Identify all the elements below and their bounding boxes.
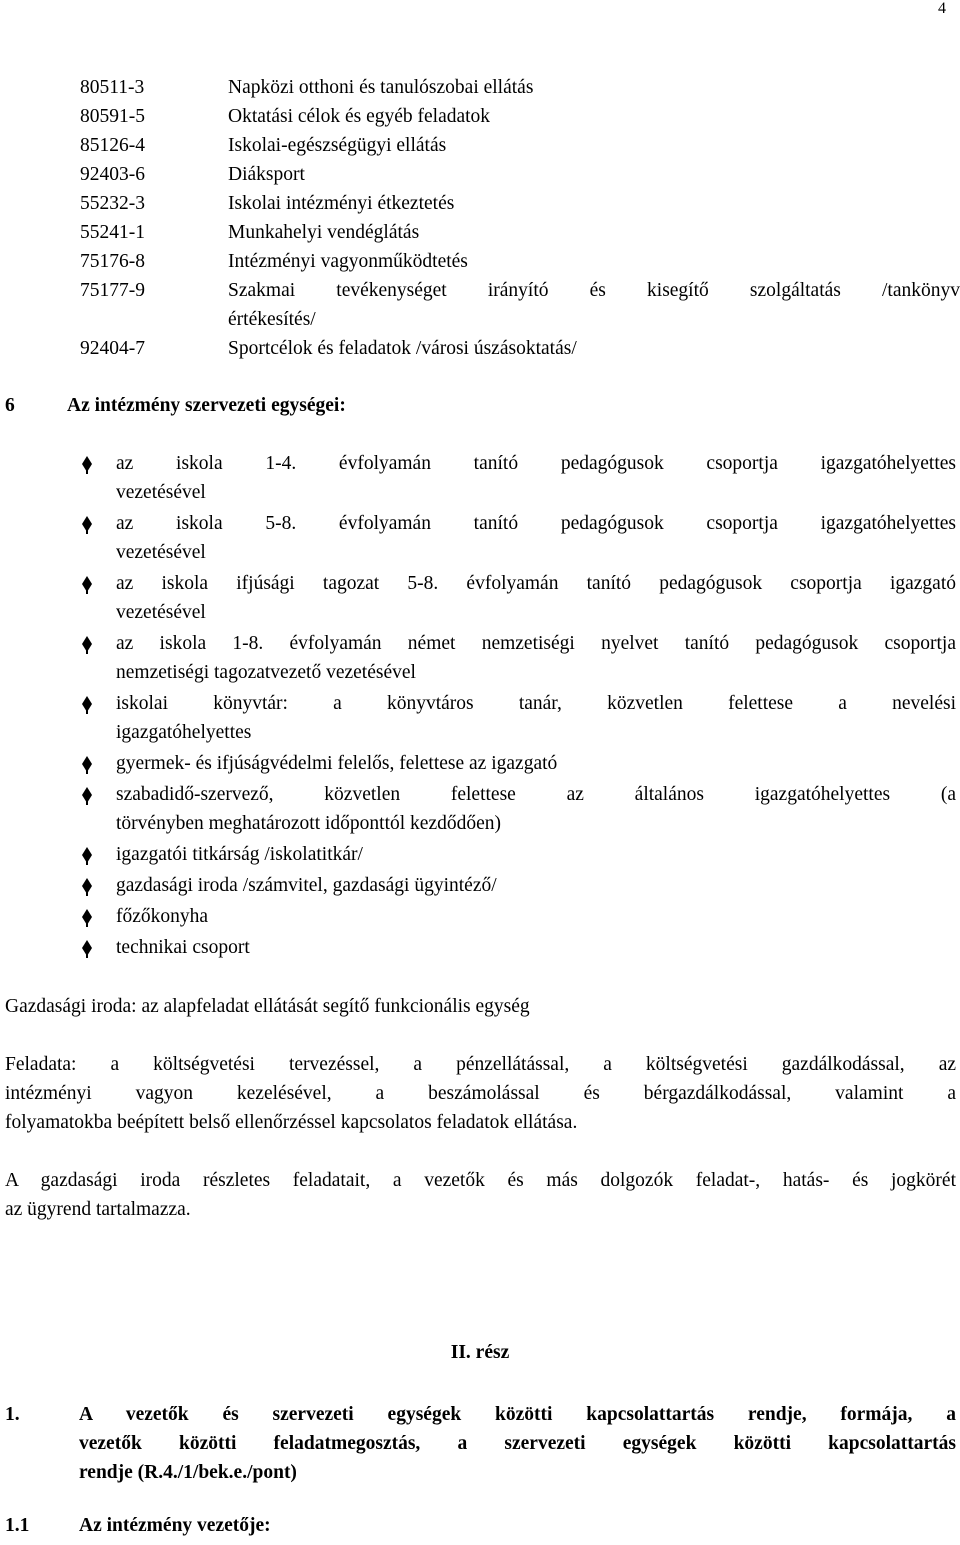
paragraph: [5, 1166, 956, 1224]
list-item: [78, 509, 956, 567]
activity-description: Iskolai-egészségügyi ellátás: [228, 135, 447, 156]
list-item-text: igazgatói titkárság /iskolatitkár/: [116, 844, 363, 865]
section-title: Az intézmény szervezeti egységei:: [67, 395, 346, 416]
activity-row: [80, 247, 960, 276]
activity-row: [80, 334, 960, 363]
activity-description: Napközi otthoni és tanulószobai ellátás: [228, 77, 534, 98]
activity-description: Munkahelyi vendéglátás: [228, 222, 420, 243]
activity-description: Diáksport: [228, 164, 305, 185]
paragraph: [5, 1050, 956, 1137]
diamond-bullet-icon: [82, 636, 92, 654]
diamond-bullet-icon: [82, 696, 92, 714]
list-item: [78, 871, 956, 900]
list-item: [78, 902, 956, 931]
diamond-bullet-icon: [82, 909, 92, 927]
activity-description-line: értékesítés/: [228, 309, 316, 330]
activity-description: [228, 276, 960, 334]
activity-description: Sportcélok és feladatok /városi úszásoktatás/: [228, 338, 577, 359]
list-item-text: vezetésével: [116, 482, 206, 503]
activity-row: [80, 131, 960, 160]
diamond-bullet-icon: [82, 756, 92, 774]
diamond-bullet-icon: [82, 940, 92, 958]
list-item: [78, 629, 956, 687]
list-item: [78, 749, 956, 778]
subsection-title: Az intézmény vezetője:: [79, 1515, 271, 1536]
list-item-text: iskolai könyvtár: a könyvtáros tanár, közvetlen felettese a nevelési: [116, 693, 956, 714]
part-title: II. rész: [450, 1342, 510, 1363]
activity-code: 80591-5: [80, 106, 145, 127]
list-item-text: gazdasági iroda /számvitel, gazdasági ügyintéző/: [116, 875, 497, 896]
list-item-text: vezetésével: [116, 542, 206, 563]
activity-code: 92403-6: [80, 164, 145, 185]
diamond-bullet-icon: [82, 847, 92, 865]
list-item: [78, 569, 956, 627]
paragraph-line: folyamatokba beépített belső ellenőrzéssel kapcsolatos feladatok ellátása.: [5, 1112, 578, 1133]
activity-row: [80, 160, 960, 189]
activity-code: 55241-1: [80, 222, 145, 243]
activity-code: 85126-4: [80, 135, 145, 156]
subsection-heading: [5, 1515, 271, 1537]
activity-row: [80, 102, 960, 131]
list-item-text: gyermek- és ifjúságvédelmi felelős, felettese az igazgató: [116, 753, 558, 774]
page-number: 4: [938, 0, 946, 17]
activity-code: 75176-8: [80, 251, 145, 272]
list-item: [78, 780, 956, 838]
activity-row: [80, 218, 960, 247]
list-item-text: technikai csoport: [116, 937, 250, 958]
paragraph-line: intézményi vagyon kezelésével, a beszámolással és bérgazdálkodással, valamint a: [5, 1083, 956, 1104]
organizational-unit-list: [78, 449, 956, 964]
list-item-text: az iskola 1-4. évfolyamán tanító pedagógusok csoportja igazgatóhelyettes: [116, 453, 956, 474]
diamond-bullet-icon: [82, 456, 92, 474]
diamond-bullet-icon: [82, 516, 92, 534]
activity-row: [80, 189, 960, 218]
activity-description: Oktatási célok és egyéb feladatok: [228, 106, 491, 127]
chapter-title-line: vezetők közötti feladatmegosztás, a szervezeti egységek közötti kapcsolattartás: [79, 1433, 956, 1454]
paragraph-text: Gazdasági iroda: az alapfeladat ellátását segítő funkcionális egység: [5, 996, 530, 1017]
list-item-text: főzőkonyha: [116, 906, 209, 927]
section-number: 6: [5, 395, 15, 416]
list-item: [78, 840, 956, 869]
activity-code: 75177-9: [80, 280, 145, 301]
list-item-text: az iskola ifjúsági tagozat 5-8. évfolyamán tanító pedagógusok csoportja igazgató: [116, 573, 956, 594]
list-item-text: az iskola 5-8. évfolyamán tanító pedagógusok csoportja igazgatóhelyettes: [116, 513, 956, 534]
list-item: [78, 449, 956, 507]
activity-code: 55232-3: [80, 193, 145, 214]
section-heading: [5, 395, 346, 417]
chapter-title-line: rendje (R.4./1/bek.e./pont): [79, 1462, 297, 1483]
list-item-text: az iskola 1-8. évfolyamán német nemzetiségi nyelvet tanító pedagógusok csoportja: [116, 633, 956, 654]
paragraph-line: az ügyrend tartalmazza.: [5, 1199, 191, 1220]
list-item-text: nemzetiségi tagozatvezető vezetésével: [116, 662, 416, 683]
diamond-bullet-icon: [82, 878, 92, 896]
chapter-number: 1.: [5, 1404, 20, 1425]
diamond-bullet-icon: [82, 576, 92, 594]
activity-description: Intézményi vagyonműködtetés: [228, 251, 468, 272]
activity-row: [80, 73, 960, 102]
paragraph-line: Feladata: a költségvetési tervezéssel, a pénzellátással, a költségvetési gazdálkodással, az: [5, 1054, 956, 1075]
chapter-heading: [5, 1400, 956, 1487]
paragraph-line: A gazdasági iroda részletes feladatait, a vezetők és más dolgozók feladat-, hatás- és jogkörét: [5, 1170, 956, 1191]
subsection-number: 1.1: [5, 1515, 30, 1536]
activity-description: Iskolai intézményi étkeztetés: [228, 193, 455, 214]
list-item-text: igazgatóhelyettes: [116, 722, 252, 743]
activity-code: 92404-7: [80, 338, 145, 359]
activity-code: 80511-3: [80, 77, 145, 98]
list-item: [78, 689, 956, 747]
paragraph: [5, 992, 956, 1021]
activity-description-line: Szakmai tevékenységet irányító és kisegítő szolgáltatás /tankönyv: [228, 280, 960, 301]
list-item-text: szabadidő-szervező, közvetlen felettese az általános igazgatóhelyettes (a: [116, 784, 956, 805]
chapter-title-line: A vezetők és szervezeti egységek közötti kapcsolattartás rendje, formája, a: [79, 1404, 956, 1425]
diamond-bullet-icon: [82, 787, 92, 805]
list-item: [78, 933, 956, 962]
activity-row: [80, 276, 960, 334]
activity-code-list: [80, 73, 960, 363]
list-item-text: vezetésével: [116, 602, 206, 623]
list-item-text: törvényben meghatározott időponttól kezdődően): [116, 813, 502, 834]
